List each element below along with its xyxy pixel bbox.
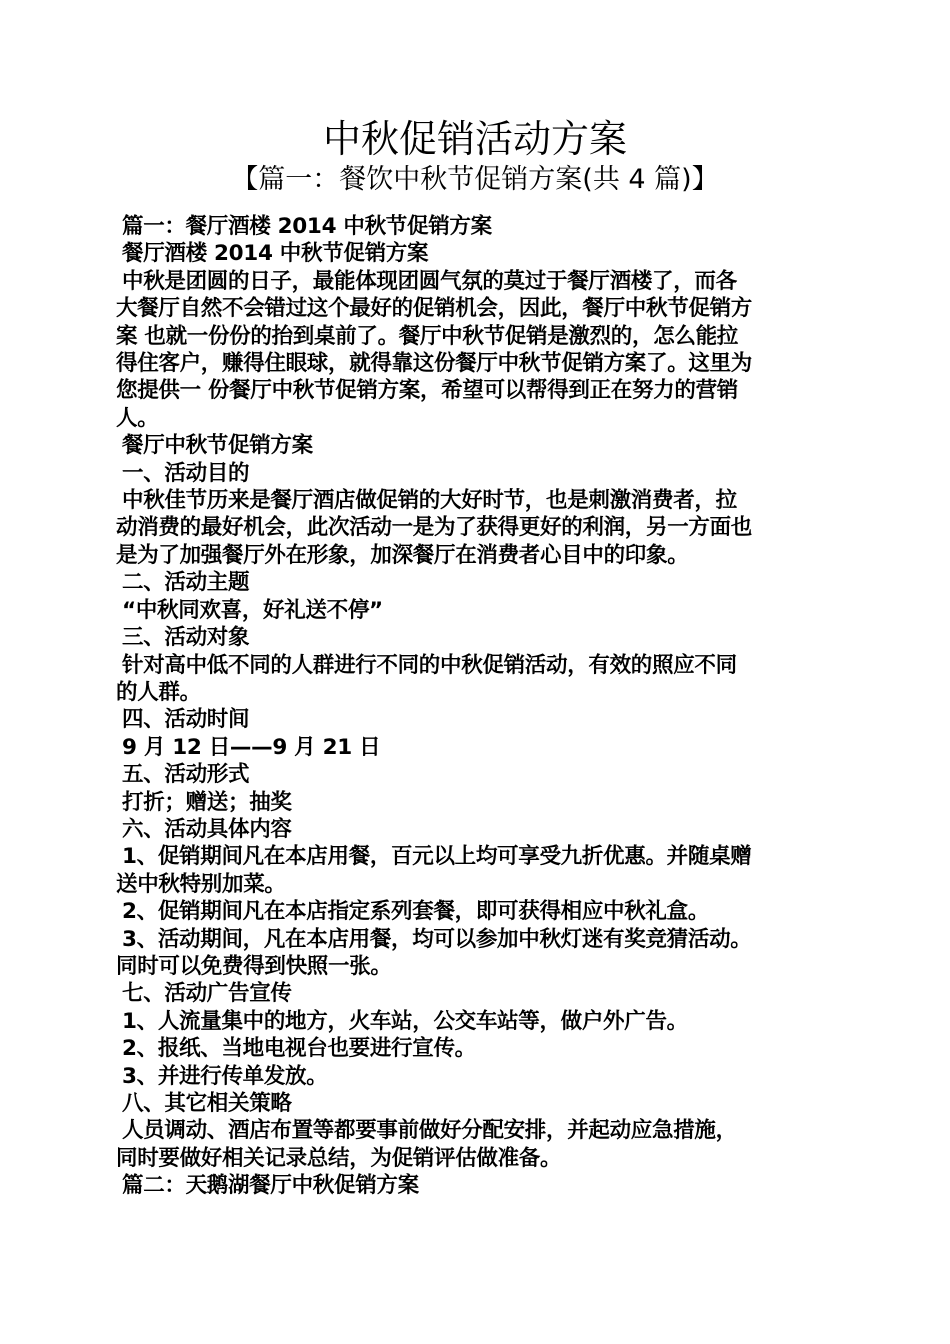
text-line: 1、促销期间凡在本店用餐，百元以上均可享受九折优惠。并随桌赠	[122, 844, 752, 870]
text-line: 的人群。	[116, 679, 201, 705]
text-line: 八、其它相关策略	[122, 1091, 292, 1116]
text-line: 篇二：天鹅湖餐厅中秋促销方案	[122, 1173, 419, 1199]
text-line: 餐厅酒楼 2014 中秋节促销方案	[122, 241, 429, 267]
text-line: 人员调动、酒店布置等都要事前做好分配安排，并起动应急措施，	[122, 1118, 737, 1144]
document-body	[116, 213, 838, 1200]
text-line: 六、活动具体内容	[122, 816, 292, 842]
text-line: 大餐厅自然不会错过这个最好的促销机会，因此，餐厅中秋节促销方	[116, 296, 753, 322]
text-line: 案 也就一份份的抬到桌前了。餐厅中秋节促销是激烈的，怎么能拉	[116, 323, 738, 349]
text-line: 得住客户，赚得住眼球，就得靠这份餐厅中秋节促销方案了。这里为	[116, 351, 753, 377]
text-line: 3、活动期间，凡在本店用餐，均可以参加中秋灯迷有奖竞猜活动。	[122, 926, 752, 952]
text-line: 餐厅中秋节促销方案	[122, 433, 313, 459]
text-line: 1、人流量集中的地方，火车站，公交车站等，做户外广告。	[122, 1008, 688, 1034]
document-subtitle: 【篇一：餐饮中秋节促销方案(共 4 篇)】	[231, 164, 719, 195]
text-line: 人。	[116, 405, 159, 431]
text-line: 一、活动目的	[122, 460, 250, 486]
text-line: 四、活动时间	[122, 707, 250, 733]
text-line: 打折；赠送；抽奖	[122, 789, 292, 815]
text-line: 二、活动主题	[122, 570, 250, 596]
text-line: 是为了加强餐厅外在形象，加深餐厅在消费者心目中的印象。	[116, 542, 689, 568]
text-line: 中秋佳节历来是餐厅酒店做促销的大好时节，也是刺激消费者，拉	[122, 488, 737, 514]
text-line: 3、并进行传单发放。	[122, 1063, 328, 1089]
text-line: 送中秋特别加菜。	[116, 871, 286, 897]
text-line: 2、报纸、当地电视台也要进行宣传。	[122, 1036, 476, 1062]
text-line: 针对高中低不同的人群进行不同的中秋促销活动，有效的照应不同	[122, 652, 737, 678]
text-line: 篇一：餐厅酒楼 2014 中秋节促销方案	[122, 214, 492, 239]
text-line: 三、活动对象	[122, 625, 250, 651]
text-line: 9 月 12 日——9 月 21 日	[122, 734, 381, 760]
text-line: 动消费的最好机会，此次活动一是为了获得更好的利润，另一方面也	[116, 515, 753, 541]
text-line: 五、活动形式	[122, 762, 250, 788]
document-title: 中秋促销活动方案	[322, 117, 627, 161]
text-line: 同时要做好相关记录总结，为促销评估做准备。	[116, 1145, 562, 1171]
text-line: 七、活动广告宣传	[122, 981, 292, 1007]
text-line: 同时可以免费得到快照一张。	[116, 953, 392, 979]
text-line: 2、促销期间凡在本店指定系列套餐，即可获得相应中秋礼盒。	[122, 899, 710, 925]
text-line: 中秋是团圆的日子，最能体现团圆气氛的莫过于餐厅酒楼了，而各	[122, 268, 737, 294]
text-line: “中秋同欢喜，好礼送不停”	[122, 597, 383, 623]
text-line: 您提供一 份餐厅中秋节促销方案，希望可以帮得到正在努力的营销	[116, 378, 738, 404]
